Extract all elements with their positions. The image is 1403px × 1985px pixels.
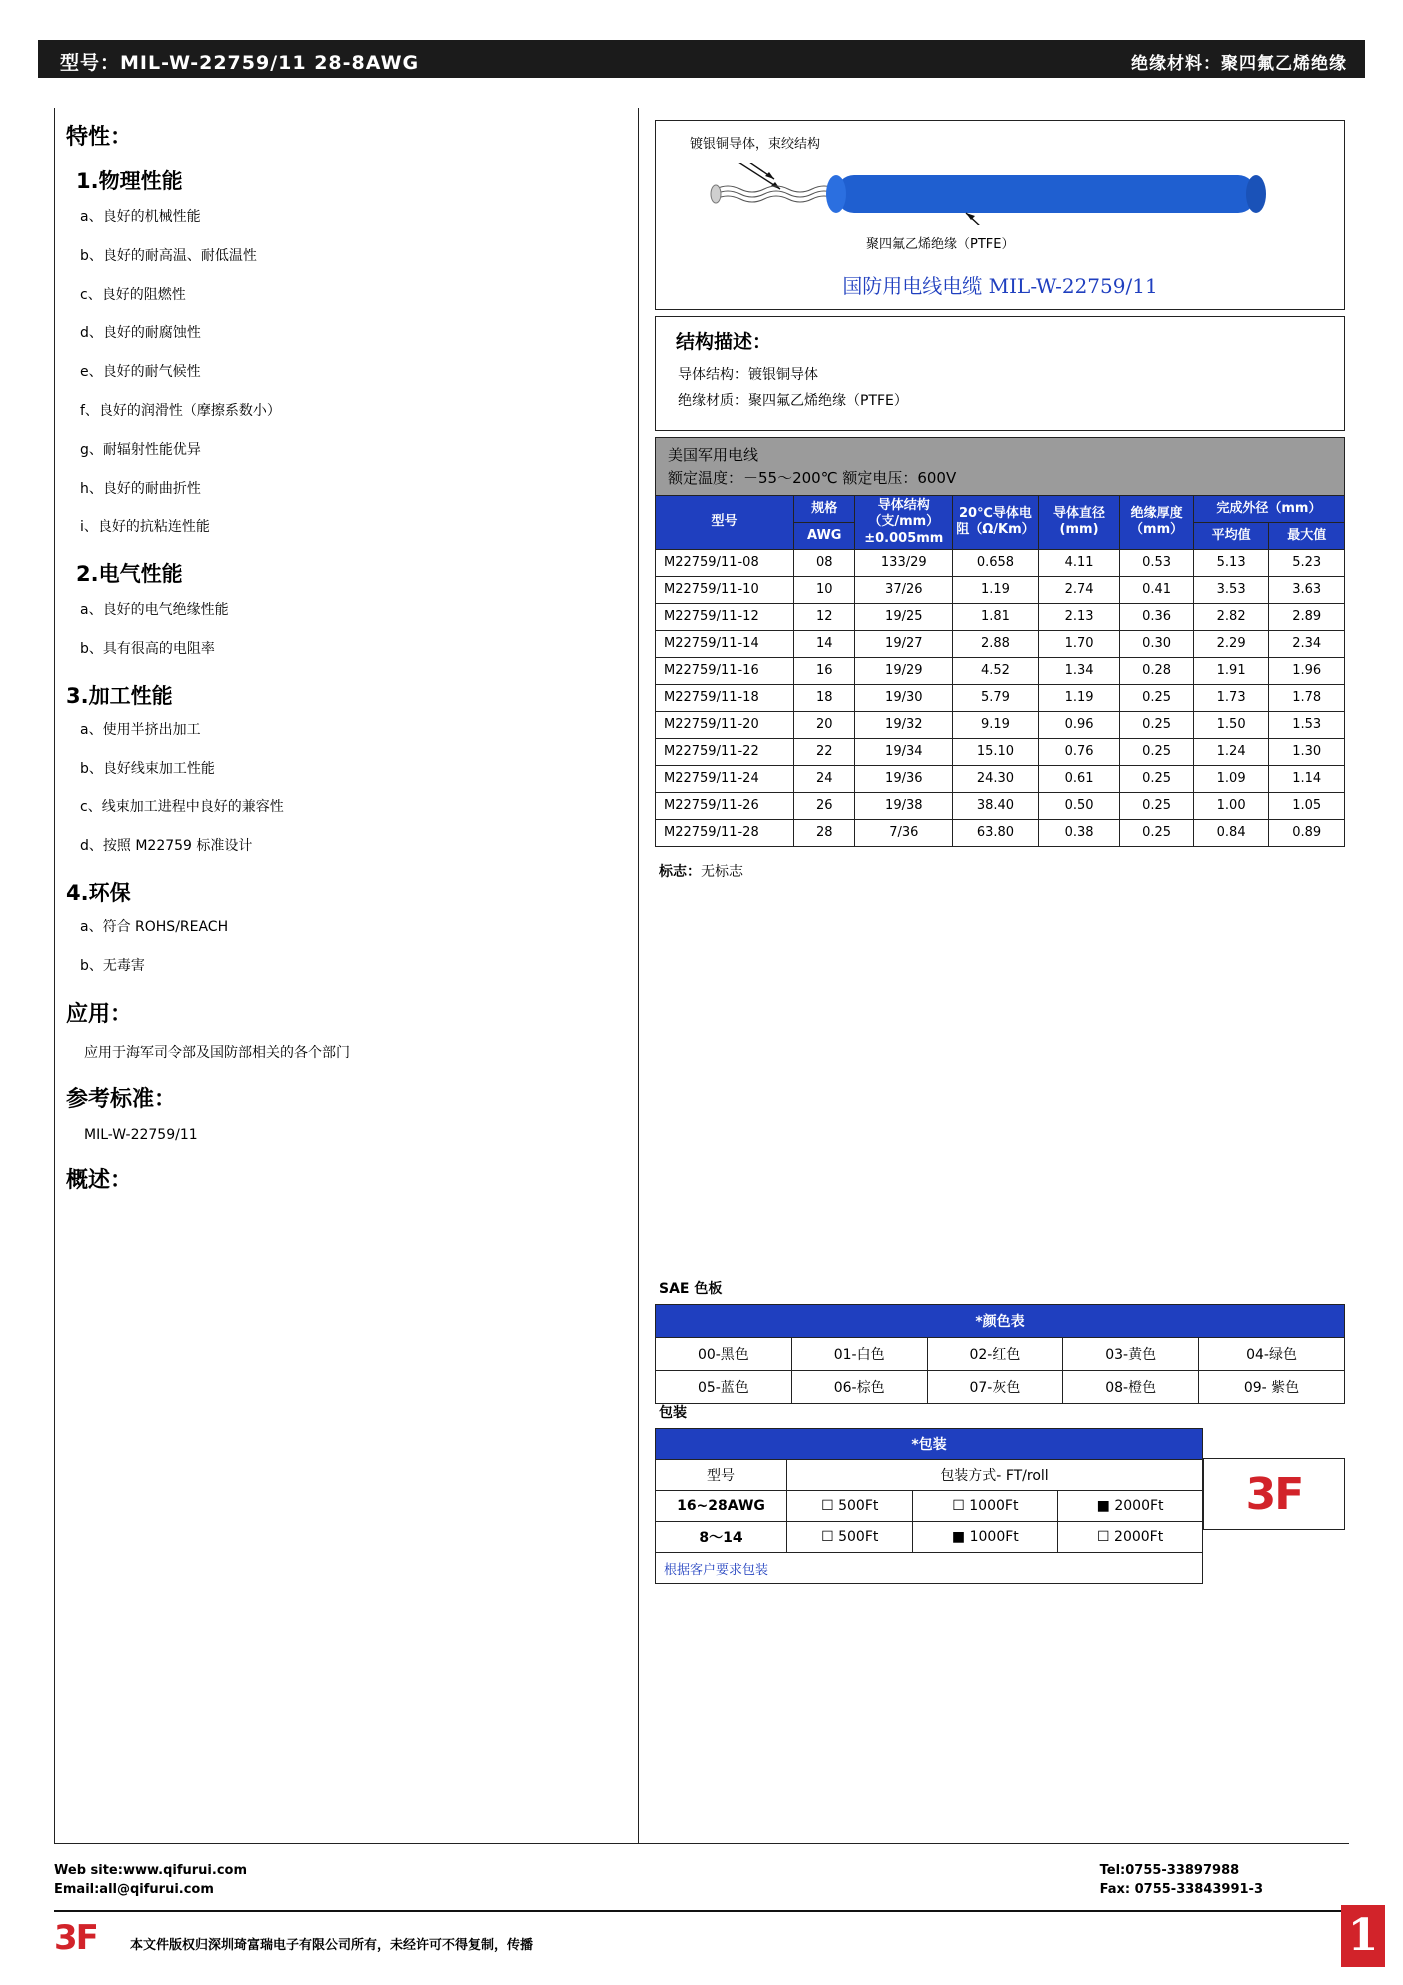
cell-model: M22759/11-26 — [656, 792, 794, 819]
cell-resistance: 1.81 — [953, 603, 1039, 630]
list-item: d、按照 M22759 标准设计 — [80, 838, 253, 855]
cell-od-avg: 1.91 — [1193, 657, 1269, 684]
table-row — [656, 657, 1345, 684]
cell-size: 24 — [794, 765, 855, 792]
packing-option-selected[interactable]: ■ 2000Ft — [1058, 1491, 1203, 1522]
cell-od-max: 2.89 — [1269, 603, 1345, 630]
spec-band — [655, 437, 1345, 495]
cell-od-max: 3.63 — [1269, 576, 1345, 603]
structure-box — [655, 316, 1345, 431]
section-processing-title: 3.加工性能 — [66, 683, 173, 708]
cell-od-avg: 2.29 — [1193, 630, 1269, 657]
packing-table — [655, 1428, 1203, 1584]
cell-struct: 7/36 — [855, 819, 953, 846]
packing-col-model: 型号 — [656, 1460, 787, 1491]
cell-struct: 19/29 — [855, 657, 953, 684]
cell-resistance: 4.52 — [953, 657, 1039, 684]
cell-model: M22759/11-22 — [656, 738, 794, 765]
list-item: g、耐辐射性能优异 — [80, 441, 201, 458]
table-row — [656, 765, 1345, 792]
cell-od-max: 1.30 — [1269, 738, 1345, 765]
sae-color-cell: 07-灰色 — [927, 1371, 1063, 1404]
footer-contact-right — [1100, 1862, 1263, 1900]
cell-dia: 0.38 — [1038, 819, 1120, 846]
list-item: a、良好的电气绝缘性能 — [80, 602, 229, 619]
marking-label: 标志： — [659, 863, 701, 880]
th-conductor-dia: 导体直径(mm) — [1038, 496, 1120, 550]
packing-section — [655, 1402, 1345, 1584]
content-bottom-rule — [54, 1843, 1349, 1844]
cell-size: 22 — [794, 738, 855, 765]
cell-model: M22759/11-18 — [656, 684, 794, 711]
sae-color-cell: 04-绿色 — [1199, 1338, 1345, 1371]
cell-size: 26 — [794, 792, 855, 819]
cell-struct: 37/26 — [855, 576, 953, 603]
packing-col-method: 包装方式- FT/roll — [787, 1460, 1203, 1491]
cell-model: M22759/11-16 — [656, 657, 794, 684]
cell-resistance: 15.10 — [953, 738, 1039, 765]
footer-website[interactable]: Web site:www.qifurui.com — [54, 1863, 248, 1878]
cell-size: 28 — [794, 819, 855, 846]
packing-option[interactable]: ☐ 1000Ft — [913, 1491, 1058, 1522]
th-resistance: 20℃导体电阻（Ω/Km） — [953, 496, 1039, 550]
cell-model: M22759/11-10 — [656, 576, 794, 603]
cell-model: M22759/11-08 — [656, 549, 794, 576]
packing-option-label: 500Ft — [838, 1498, 879, 1514]
footer-fax: Fax: 0755-33843991-3 — [1099, 1881, 1263, 1897]
cell-size: 10 — [794, 576, 855, 603]
diagram-title: 国防用电线电缆 MIL-W-22759/11 — [842, 274, 1158, 298]
th-od-group: 完成外径（mm） — [1193, 496, 1344, 523]
wire-illustration — [696, 163, 1296, 225]
footer-email[interactable]: Email:all@qifurui.com — [54, 1881, 214, 1897]
cell-thick: 0.25 — [1120, 765, 1194, 792]
packing-note: 根据客户要求包装 — [656, 1553, 1203, 1584]
cell-resistance: 63.80 — [953, 819, 1039, 846]
cell-od-max: 1.78 — [1269, 684, 1345, 711]
cell-dia: 1.34 — [1038, 657, 1120, 684]
packing-table-title: *包装 — [656, 1429, 1203, 1460]
application-text: 应用于海军司令部及国防部相关的各个部门 — [84, 1044, 350, 1061]
list-item: f、良好的润滑性（摩擦系数小） — [80, 402, 281, 419]
table-row — [656, 1338, 1345, 1371]
cell-struct: 19/38 — [855, 792, 953, 819]
list-item: b、良好的耐高温、耐低温性 — [80, 247, 257, 264]
standard-text: MIL-W-22759/11 — [84, 1126, 198, 1143]
cell-thick: 0.25 — [1120, 792, 1194, 819]
table-row — [656, 711, 1345, 738]
cell-resistance: 9.19 — [953, 711, 1039, 738]
sae-color-cell: 00-黑色 — [656, 1338, 792, 1371]
brand-logo-box — [1203, 1458, 1345, 1530]
cell-struct: 19/36 — [855, 765, 953, 792]
footer-logo-3f: 3F — [54, 1918, 97, 1958]
spec-band-line1: 美国军用电线 — [668, 446, 759, 464]
structure-line: 绝缘材质：聚四氟乙烯绝缘（PTFE） — [678, 393, 908, 409]
footer-tel: Tel:0755-33897988 — [1099, 1863, 1240, 1878]
table-row — [656, 1460, 1203, 1491]
list-item: i、良好的抗粘连性能 — [80, 519, 210, 536]
marking-value: 无标志 — [701, 863, 743, 880]
table-row — [656, 576, 1345, 603]
cell-model: M22759/11-14 — [656, 630, 794, 657]
cell-size: 08 — [794, 549, 855, 576]
cell-dia: 0.50 — [1038, 792, 1120, 819]
cell-dia: 1.70 — [1038, 630, 1120, 657]
list-item: b、无毒害 — [80, 957, 145, 974]
cell-od-avg: 1.00 — [1193, 792, 1269, 819]
wire-diagram-box — [655, 120, 1345, 310]
brand-logo-3f: 3F — [1245, 1468, 1303, 1520]
table-row — [656, 684, 1345, 711]
cell-od-max: 1.96 — [1269, 657, 1345, 684]
table-row — [656, 1553, 1203, 1584]
footer-copyright: 本文件版权归深圳琦富瑞电子有限公司所有，未经许可不得复制，传播 — [130, 1938, 534, 1953]
cell-od-avg: 0.84 — [1193, 819, 1269, 846]
cell-model: M22759/11-12 — [656, 603, 794, 630]
list-item: b、具有很高的电阻率 — [80, 640, 215, 657]
table-row — [656, 1491, 1203, 1522]
cell-thick: 0.25 — [1120, 684, 1194, 711]
cell-od-max: 1.05 — [1269, 792, 1345, 819]
cell-size: 18 — [794, 684, 855, 711]
cell-resistance: 1.19 — [953, 576, 1039, 603]
standard-title: 参考标准： — [66, 1086, 177, 1112]
cell-thick: 0.25 — [1120, 819, 1194, 846]
conductor-callout-label: 镀银铜导体，束绞结构 — [690, 137, 821, 152]
cell-size: 20 — [794, 711, 855, 738]
list-item: b、良好线束加工性能 — [80, 760, 215, 777]
table-header-row — [656, 496, 1345, 523]
packing-option-label: 2000Ft — [1114, 1529, 1164, 1545]
th-model: 型号 — [656, 496, 794, 550]
packing-option-label: 500Ft — [838, 1529, 879, 1545]
cell-model: M22759/11-20 — [656, 711, 794, 738]
cell-size: 12 — [794, 603, 855, 630]
cell-dia: 1.19 — [1038, 684, 1120, 711]
cell-od-avg: 1.73 — [1193, 684, 1269, 711]
insulation-callout-label: 聚四氟乙烯绝缘（PTFE） — [866, 237, 1015, 252]
table-row — [656, 792, 1345, 819]
cell-od-max: 1.53 — [1269, 711, 1345, 738]
cell-dia: 2.13 — [1038, 603, 1120, 630]
list-item: a、使用半挤出加工 — [80, 721, 201, 738]
table-row — [656, 1522, 1203, 1553]
list-item: c、良好的阻燃性 — [80, 286, 186, 303]
sae-color-cell: 06-棕色 — [791, 1371, 927, 1404]
cell-struct: 19/34 — [855, 738, 953, 765]
column-divider — [638, 108, 639, 1843]
sae-color-cell: 08-橙色 — [1063, 1371, 1199, 1404]
cell-od-avg: 5.13 — [1193, 549, 1269, 576]
structure-line: 导体结构：镀银铜导体 — [678, 367, 818, 383]
overview-title: 概述： — [66, 1167, 133, 1193]
sae-color-cell: 03-黄色 — [1063, 1338, 1199, 1371]
cell-resistance: 2.88 — [953, 630, 1039, 657]
cell-struct: 19/32 — [855, 711, 953, 738]
packing-option[interactable]: ☐ 2000Ft — [1058, 1522, 1203, 1553]
features-title: 特性： — [66, 125, 133, 150]
structure-title: 结构描述： — [676, 331, 772, 353]
section-physical-title: 1.物理性能 — [76, 169, 183, 193]
table-header-row — [656, 1429, 1203, 1460]
th-size-unit: AWG — [794, 522, 855, 549]
sae-table-title: *颜色表 — [656, 1305, 1345, 1338]
cell-resistance: 0.658 — [953, 549, 1039, 576]
cell-dia: 0.61 — [1038, 765, 1120, 792]
cell-thick: 0.36 — [1120, 603, 1194, 630]
specification-table-body — [656, 549, 1345, 846]
sae-color-table — [655, 1304, 1345, 1404]
table-row — [656, 819, 1345, 846]
cell-thick: 0.30 — [1120, 630, 1194, 657]
cell-dia: 0.96 — [1038, 711, 1120, 738]
cell-model: M22759/11-28 — [656, 819, 794, 846]
packing-option-label: 2000Ft — [1114, 1498, 1164, 1514]
packing-option[interactable]: ☐ 500Ft — [787, 1522, 913, 1553]
left-column — [66, 120, 626, 1208]
cell-od-avg: 3.53 — [1193, 576, 1269, 603]
cell-od-avg: 1.24 — [1193, 738, 1269, 765]
cell-dia: 0.76 — [1038, 738, 1120, 765]
sae-color-cell: 01-白色 — [791, 1338, 927, 1371]
sae-color-cell: 05-蓝色 — [656, 1371, 792, 1404]
right-column — [655, 120, 1345, 881]
cell-thick: 0.28 — [1120, 657, 1194, 684]
page-header — [38, 40, 1365, 78]
packing-option-label: 1000Ft — [969, 1498, 1019, 1514]
packing-row-model: 8～14 — [656, 1522, 787, 1553]
cell-struct: 19/30 — [855, 684, 953, 711]
packing-section-title: 包装 — [659, 1405, 687, 1421]
packing-row-model: 16~28AWG — [656, 1491, 787, 1522]
cell-od-avg: 1.50 — [1193, 711, 1269, 738]
cell-od-max: 2.34 — [1269, 630, 1345, 657]
list-item: h、良好的耐曲折性 — [80, 480, 201, 497]
sae-section — [655, 1278, 1345, 1404]
cell-thick: 0.41 — [1120, 576, 1194, 603]
table-row — [656, 549, 1345, 576]
cell-size: 16 — [794, 657, 855, 684]
table-row — [656, 738, 1345, 765]
list-item: e、良好的耐气候性 — [80, 364, 201, 381]
cell-model: M22759/11-24 — [656, 765, 794, 792]
spec-band-line2: 额定温度：－55～200℃ 额定电压：600V — [668, 468, 957, 487]
table-row — [656, 603, 1345, 630]
th-od-avg: 平均值 — [1193, 522, 1269, 549]
sae-color-cell: 09- 紫色 — [1199, 1371, 1345, 1404]
section-environment-title: 4.环保 — [66, 880, 131, 905]
cell-struct: 133/29 — [855, 549, 953, 576]
packing-option-label: 1000Ft — [969, 1529, 1019, 1545]
cell-od-max: 1.14 — [1269, 765, 1345, 792]
cell-od-avg: 1.09 — [1193, 765, 1269, 792]
th-insul-thick: 绝缘厚度（mm） — [1120, 496, 1194, 550]
cell-resistance: 38.40 — [953, 792, 1039, 819]
footer-contact-left — [54, 1862, 247, 1900]
cell-thick: 0.53 — [1120, 549, 1194, 576]
cell-resistance: 5.79 — [953, 684, 1039, 711]
th-conductor-struct: 导体结构（支/mm）±0.005mm — [855, 496, 953, 550]
marking-line — [659, 861, 1345, 881]
th-size: 规格 — [794, 496, 855, 523]
th-od-max: 最大值 — [1269, 522, 1345, 549]
cell-size: 14 — [794, 630, 855, 657]
table-row — [656, 1371, 1345, 1404]
section-electrical-title: 2.电气性能 — [76, 562, 183, 587]
cell-od-max: 0.89 — [1269, 819, 1345, 846]
sae-color-cell: 02-红色 — [927, 1338, 1063, 1371]
cell-od-avg: 2.82 — [1193, 603, 1269, 630]
list-item: d、良好的耐腐蚀性 — [80, 325, 201, 342]
cell-resistance: 24.30 — [953, 765, 1039, 792]
page-number-badge: 1 — [1341, 1905, 1385, 1967]
packing-option-selected[interactable]: ■ 1000Ft — [913, 1522, 1058, 1553]
table-row — [656, 630, 1345, 657]
header-insulation-label: 绝缘材料：聚四氟乙烯绝缘 — [1131, 54, 1347, 74]
list-item: c、线束加工进程中良好的兼容性 — [80, 799, 284, 816]
cell-struct: 19/25 — [855, 603, 953, 630]
list-item: a、符合 ROHS/REACH — [80, 918, 229, 935]
header-model-label: 型号：MIL-W-22759/11 28-8AWG — [60, 52, 420, 74]
list-item: a、良好的机械性能 — [80, 209, 201, 225]
cell-dia: 4.11 — [1038, 549, 1120, 576]
cell-struct: 19/27 — [855, 630, 953, 657]
cell-dia: 2.74 — [1038, 576, 1120, 603]
sae-section-title: SAE 色板 — [659, 1281, 723, 1297]
cell-thick: 0.25 — [1120, 711, 1194, 738]
application-title: 应用： — [66, 1001, 133, 1027]
footer-rule — [54, 1910, 1349, 1912]
cell-thick: 0.25 — [1120, 738, 1194, 765]
specification-table — [655, 495, 1345, 847]
cell-od-max: 5.23 — [1269, 549, 1345, 576]
packing-option[interactable]: ☐ 500Ft — [787, 1491, 913, 1522]
table-header-row — [656, 1305, 1345, 1338]
